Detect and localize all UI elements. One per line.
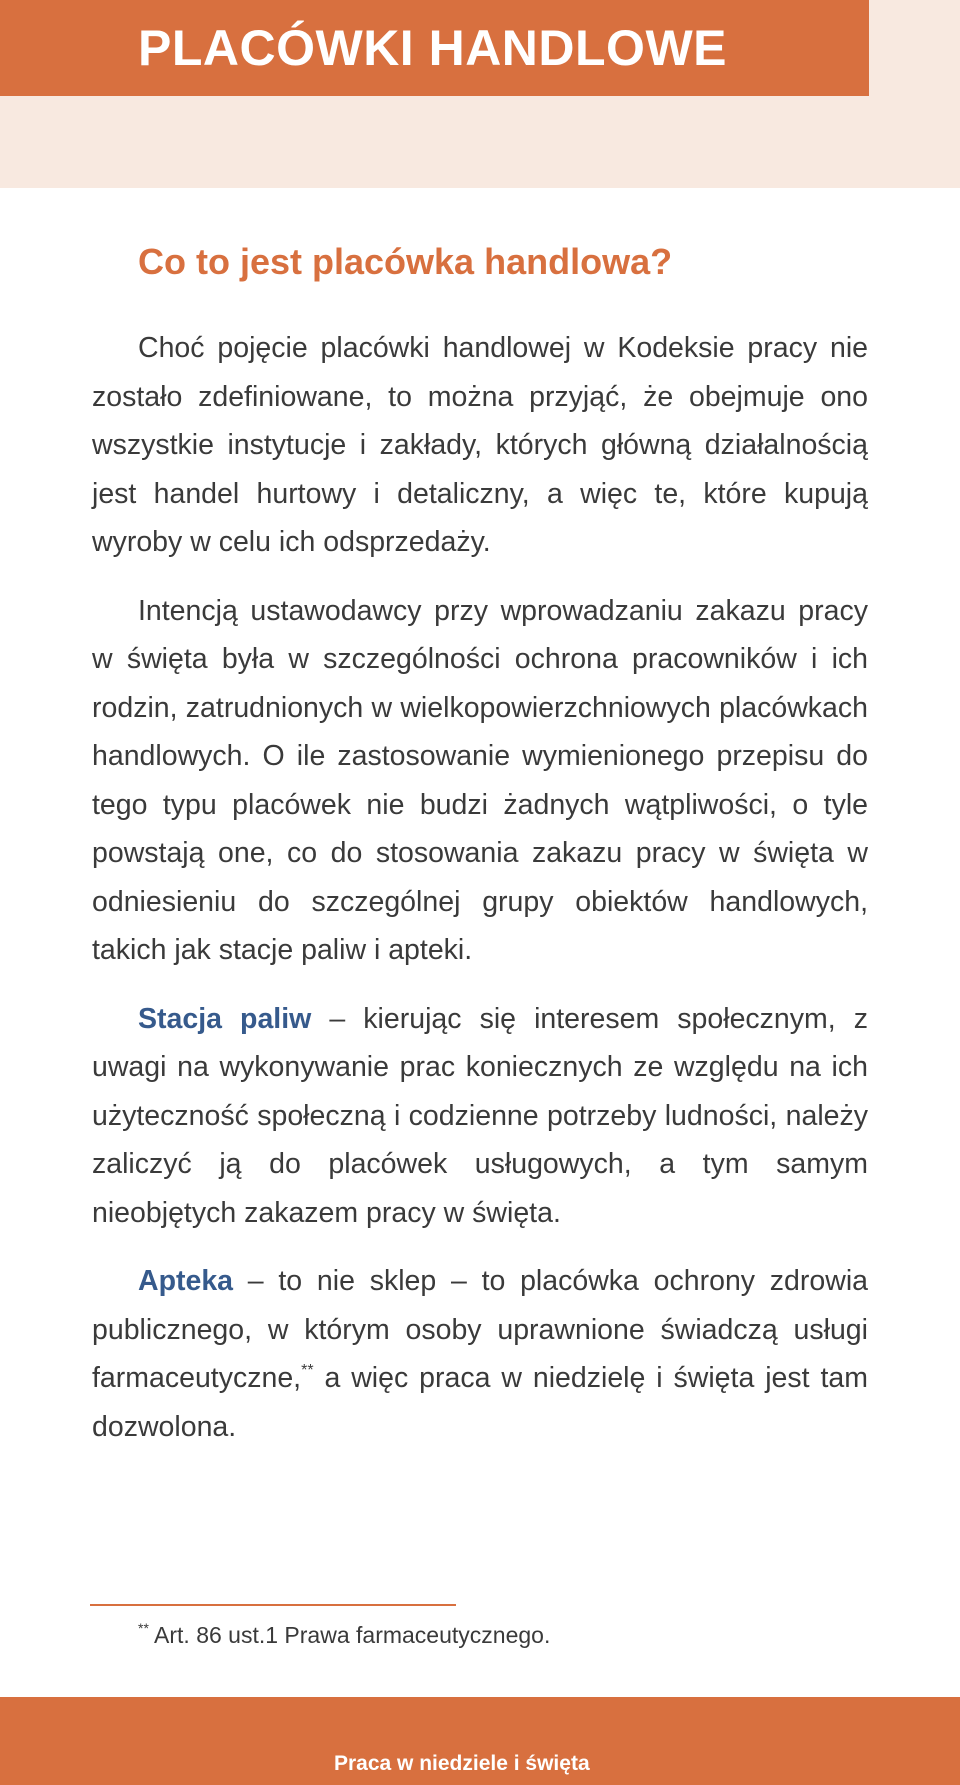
paragraph-pharmacy <box>92 1257 868 1451</box>
paragraph-definition: Choć pojęcie placówki handlowej w Kodeksie pracy nie zostało zdefiniowane, to można przyjąć, że obejmuje ono wszystkie instytucje i zakłady, których główną działalnością jest handel hurtowy i detaliczny, a więc te, które kupują wyroby w celu ich odsprzedaży. <box>92 332 868 558</box>
paragraph-legislator-intent: Intencją ustawodawcy przy wprowadzaniu zakazu pracy w święta była w szczególności ochrona pracowników i ich rodzin, zatrudnionych w wielkopowierzchniowych placówkach handlowych. O ile zastosowanie wymienionego przepisu do tego typu placówek nie budzi żadnych wątpliwości, o tyle powstają one, co do stosowania zakazu pracy w święta w odniesieniu do szczególnej grupy obiektów handlowych, takich jak stacje paliw i apteki. <box>92 594 868 966</box>
footer-bar <box>0 1697 960 1785</box>
gas-station-text: – kierując się interesem społecznym, z uwagi na wykonywanie prac koniecznych ze względu na ich użyteczność społeczną i codzienne potrzeby ludności, należy zaliczyć ją do placówek usługowych, a tym samym nieobjętych zakazem pracy w święta. <box>92 1002 868 1229</box>
footnote-marker: ** <box>138 1620 149 1636</box>
section-heading: Co to jest placówka handlowa? <box>138 241 673 282</box>
page-title: PLACÓWKI HANDLOWE <box>138 20 727 76</box>
footnote <box>138 1617 550 1653</box>
main-content <box>92 234 868 1471</box>
paragraph-gas-station <box>92 995 868 1238</box>
footnote-divider <box>90 1604 456 1606</box>
term-gas-station: Stacja paliw <box>138 1002 312 1035</box>
pharmacy-text-after: a więc praca w niedzielę i święta jest tam dozwolona. <box>92 1362 868 1443</box>
title-bar <box>0 0 869 96</box>
footnote-reference: ** <box>301 1362 314 1379</box>
footer-title: Praca w niedziele i święta <box>334 1752 590 1775</box>
term-pharmacy: Apteka <box>138 1265 234 1297</box>
pharmacy-text-before: – to nie sklep – to placówka ochrony zdrowia publicznego, w którym osoby uprawnione świadczą usługi farmaceutyczne, <box>92 1265 868 1394</box>
footnote-text: Art. 86 ust.1 Prawa farmaceutycznego. <box>148 1622 551 1648</box>
